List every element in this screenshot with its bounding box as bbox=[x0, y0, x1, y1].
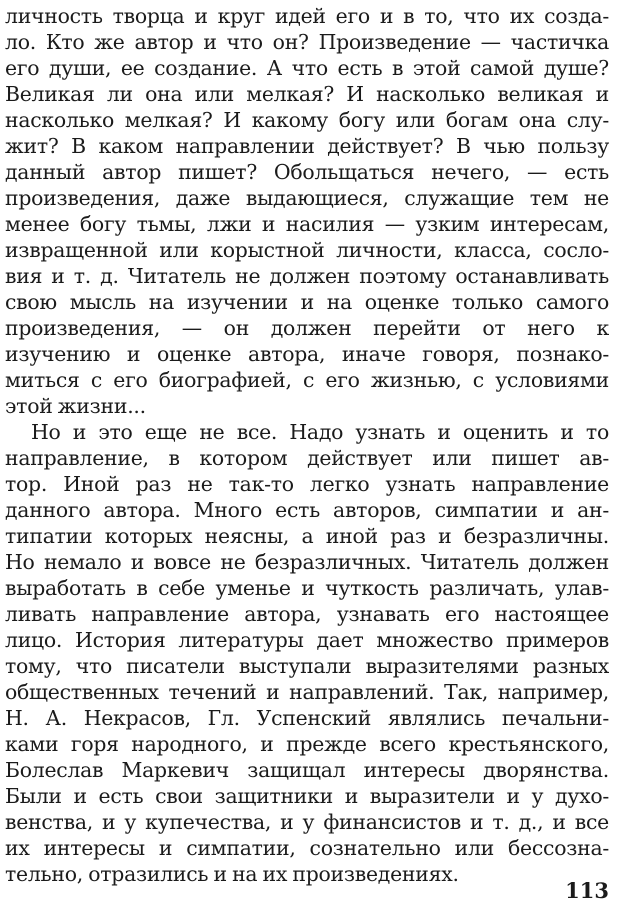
text-line: лицо. История литературы дает множество примеров bbox=[5, 628, 609, 652]
text-line: направление, в котором действует или пишет ав- bbox=[5, 446, 609, 470]
text-line: тому, что писатели выступали выразителями разных bbox=[5, 654, 609, 678]
text-line: Но и это еще не все. Надо узнать и оценить и то bbox=[31, 420, 609, 444]
text-line: вия и т. д. Читатель не должен поэтому останавливать bbox=[5, 264, 609, 288]
text-line: ками горя народного, и прежде всего крестьянского, bbox=[5, 732, 609, 756]
text-line: выработать в себе уменье и чуткость различать, улав- bbox=[5, 576, 609, 600]
page-number: 113 bbox=[565, 878, 609, 903]
text-line: Были и есть свои защитники и выразители и у духо- bbox=[5, 784, 609, 808]
text-line: тельно, отразились и на их произведениях. bbox=[5, 862, 459, 886]
text-line: произведения, даже выдающиеся, служащие тем не bbox=[5, 186, 609, 210]
text-line: Великая ли она или мелкая? И насколько великая и bbox=[5, 82, 609, 106]
text-line: ло. Кто же автор и что он? Произведение — частичка bbox=[5, 30, 609, 54]
text-line: Болеслав Маркевич защищал интересы дворянства. bbox=[5, 758, 609, 782]
text-line: тор. Иной раз не так-то легко узнать направление bbox=[5, 472, 609, 496]
text-line: их интересы и симпатии, сознательно или бессозна- bbox=[5, 836, 609, 860]
text-line: жит? В каком направлении действует? В чью пользу bbox=[5, 134, 609, 158]
text-line: типатии которых неясны, а иной раз и безразличны. bbox=[5, 524, 609, 548]
text-line: извращенной или корыстной личности, класса, сосло- bbox=[5, 238, 609, 262]
text-line: его души, ее создание. А что есть в этой самой душе? bbox=[5, 56, 609, 80]
text-line: ливать направление автора, узнавать его настоящее bbox=[5, 602, 609, 626]
text-line: общественных течений и направлений. Так, например, bbox=[5, 680, 609, 704]
text-line: менее богу тьмы, лжи и насилия — узким интересам, bbox=[5, 212, 609, 236]
text-line: данного автора. Много есть авторов, симпатии и ан- bbox=[5, 498, 609, 522]
text-line: миться с его биографией, с его жизнью, с условиями bbox=[5, 368, 609, 392]
text-line: свою мысль на изучении и на оценке только самого bbox=[5, 290, 609, 314]
text-line: этой жизни... bbox=[5, 394, 146, 418]
text-line: произведения, — он должен перейти от него к bbox=[5, 316, 609, 340]
text-line: изучению и оценке автора, иначе говоря, познако- bbox=[5, 342, 609, 366]
text-line: данный автор пишет? Обольщаться нечего, — есть bbox=[5, 160, 609, 184]
text-line: личность творца и круг идей его и в то, что их созда- bbox=[5, 4, 609, 28]
text-line: Н. А. Некрасов, Гл. Успенский являлись печальни- bbox=[5, 706, 609, 730]
text-line: венства, и у купечества, и у финансистов и т. д., и все bbox=[5, 810, 609, 834]
text-line: насколько мелкая? И какому богу или богам она слу- bbox=[5, 108, 609, 132]
text-line: Но немало и вовсе не безразличных. Читатель должен bbox=[5, 550, 609, 574]
